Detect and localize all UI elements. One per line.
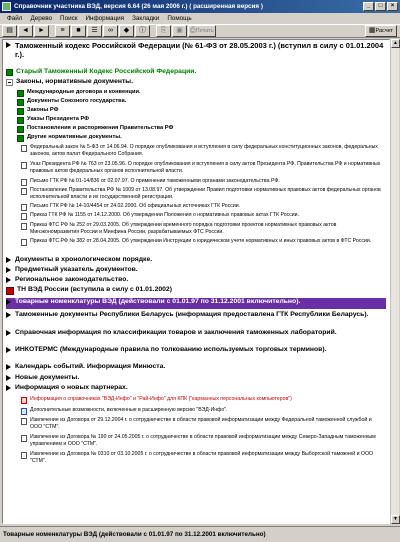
tree-item[interactable] <box>6 78 386 88</box>
tree-item-label: Указы Президента РФ <box>27 116 90 122</box>
tree-item-label: ИНКОТЕРМС (Международные правила по толкованию используемых торговых терминов). <box>15 346 327 353</box>
tree-item[interactable] <box>6 329 386 346</box>
tree-item-label: Письмо ГТК РФ № 01-14/836 от 02.07.97. О применении таможенными органами законодательства РФ. <box>30 178 280 184</box>
info-icon: ⓘ <box>139 27 146 34</box>
menu-search[interactable]: Поиск <box>60 15 78 22</box>
arrow-right-icon <box>6 299 11 305</box>
document-icon <box>21 204 27 211</box>
menu-file[interactable]: Файл <box>7 15 23 22</box>
close-button[interactable]: × <box>387 2 398 11</box>
tree-item[interactable] <box>6 311 386 329</box>
document-icon <box>21 435 27 442</box>
list-icon: ☰ <box>91 27 98 34</box>
tree-item-label: Дополнительные возможности, включенные в расширенную версию "ВЭД-Инфо". <box>30 407 228 413</box>
print-label: Печать <box>195 28 214 34</box>
tree-item[interactable] <box>21 161 385 177</box>
tree-item[interactable] <box>6 68 386 78</box>
arrow-right-icon <box>6 385 11 391</box>
menu-bookmarks[interactable]: Закладки <box>132 15 160 22</box>
tree-item-label: Другие нормативные документы. <box>27 134 122 140</box>
tree-item[interactable] <box>6 286 386 297</box>
tree-item-label: Таможенный кодекс Российской Федерации (№ 61-ФЗ от 28.05.2003 г.) (вступил в силу с 01.01.2004 г.). <box>15 41 384 60</box>
tree-item-label: Письмо ГТК РФ № 14-10/4454 от 24.02.2000. Об официальных источниках ГТК России. <box>30 203 241 209</box>
arrow-right-icon <box>6 257 11 263</box>
tree-item[interactable] <box>17 116 385 125</box>
tree-item[interactable] <box>21 178 385 187</box>
vertical-scrollbar[interactable] <box>390 39 399 524</box>
tree-item[interactable] <box>6 374 386 384</box>
arrow-right-icon <box>6 364 11 370</box>
book-button[interactable] <box>71 25 86 37</box>
book-icon <box>17 117 24 124</box>
tree-item-label: ТН ВЭД России (вступила в силу с 01.01.2002) <box>17 286 172 293</box>
arrow-right-icon <box>6 375 11 381</box>
tree-item[interactable] <box>17 98 385 107</box>
tree-item[interactable] <box>6 266 386 276</box>
arrow-right-icon <box>6 330 11 336</box>
menu-info[interactable]: Информация <box>85 15 125 22</box>
app-icon <box>2 2 11 11</box>
tree-item-label: Постановления и распоряжения Правительства РФ <box>27 125 174 131</box>
tree-item[interactable] <box>21 396 385 406</box>
tree-item-label: Приказ ФТС РФ № 382 от 28.04.2005. Об утверждении Инструкции о юридическом учете нормативных и иных правовых актов в ФТС России. <box>30 238 372 244</box>
book-icon <box>6 287 14 295</box>
document-icon <box>21 408 27 415</box>
status-bar <box>0 526 400 542</box>
calc-label: Расчет <box>375 28 393 34</box>
print-button[interactable] <box>188 25 216 37</box>
maximize-button[interactable]: □ <box>375 2 386 11</box>
info-button[interactable] <box>135 25 150 37</box>
tree-item-label: Предметный указатель документов. <box>15 266 138 273</box>
tree-item[interactable] <box>6 363 386 374</box>
collapse-icon <box>6 79 13 86</box>
tree-item-label: Постановление Правительства РФ № 1009 от 13.08.97. Об утверждении Правил подготовки нормативных правовых актов федеральных органов исполнительной власти и их государственной регистрации. <box>30 187 381 200</box>
tree-item[interactable] <box>6 41 386 67</box>
minimize-button[interactable]: _ <box>363 2 374 11</box>
tree-item-label: Законы, нормативные документы. <box>16 78 133 85</box>
toolbar <box>0 24 400 38</box>
tree-item-label: Таможенные документы Республики Беларусь (информация предоставлена ГТК Республики Беларусь). <box>15 311 369 318</box>
scroll-up-icon[interactable]: ▲ <box>391 39 400 48</box>
tree-item[interactable] <box>21 238 385 254</box>
open-folder-button[interactable] <box>2 25 17 37</box>
tree-item[interactable] <box>21 451 385 467</box>
tree-item[interactable] <box>21 203 385 212</box>
document-icon <box>21 418 27 425</box>
tree-item[interactable] <box>17 125 385 134</box>
forward-button[interactable] <box>34 25 49 37</box>
tree-item[interactable] <box>21 434 385 450</box>
book-icon <box>17 126 24 133</box>
bookmark-icon: ◆ <box>123 27 130 34</box>
calculator-icon: ▦ <box>368 27 376 34</box>
folder-icon: ▤ <box>6 27 13 34</box>
calculate-button[interactable] <box>365 25 397 37</box>
tree-item[interactable] <box>6 384 386 395</box>
menu-tree[interactable]: Дерево <box>30 15 53 22</box>
document-icon <box>21 145 27 152</box>
tree-item-label: Региональное законодательство. <box>15 276 129 283</box>
tree-item-label: Старый Таможенный Кодекс Российской Федерации. <box>16 68 197 75</box>
tree-item-label: Справочная информация по классификации товаров и заключения таможенных лабораторий. <box>15 329 337 336</box>
tree-item[interactable] <box>21 144 385 160</box>
tree-item[interactable] <box>17 134 385 143</box>
tree-item-label: Федеральный закон № 5-ФЗ от 14.06.94. О порядке опубликования и вступления в силу федеральных конституционных законов, федеральных законов, актов палат Федерального Собрания. <box>30 144 378 157</box>
tree-item-label: Новые документы. <box>15 374 80 381</box>
tree-item-label: Извлечение из Договора № 190 от 24.05.2005 г. о сотрудничестве в области правовой информатизации между Северо-Западным таможенным управлением и ООО "СТМ". <box>30 434 376 447</box>
tree-item-label: Указ Президента РФ № 763 от 23.05.96. О порядке опубликования и вступления в силу актов Президента РФ, Правительства РФ и нормативных правовых актов федеральных органов исполнительной власти. <box>30 161 381 174</box>
save-icon: ▣ <box>176 27 183 34</box>
tree-item-label: Информация о справочниках "ВЭД-Инфо" и "Рай-Инфо" для КПК ("карманных персональных компьютеров") <box>30 396 292 402</box>
document-icon <box>21 239 27 246</box>
tree-item-label: Документы Союзного государства. <box>27 98 127 104</box>
book-icon <box>17 99 24 106</box>
binoculars-icon: ∞ <box>108 27 113 34</box>
book-icon <box>17 108 24 115</box>
window-title: Справочник участника ВЭД, версия 6.64 (26 мая 2006 г.) ( расширенная версия ) <box>14 3 263 10</box>
arrow-right-icon <box>6 267 11 273</box>
arrow-right-icon <box>6 347 11 353</box>
book-icon: ■ <box>76 27 81 34</box>
tree-item[interactable] <box>21 187 385 203</box>
arrow-left-icon: ◄ <box>22 27 29 34</box>
tree-item-label: Законы РФ <box>27 107 59 113</box>
tree-item[interactable] <box>6 256 386 266</box>
tree-item[interactable] <box>17 89 385 98</box>
tree-item-label: Документы в хронологическом порядке. <box>15 256 153 263</box>
tree-item[interactable] <box>6 276 386 286</box>
tree-item-label: Извлечение из Договора от 29.12.2004 г. о сотрудничестве в области правовой информатизации между Федеральной таможенной службой и ООО "СТМ". <box>30 417 372 430</box>
book-icon <box>6 69 13 76</box>
status-text: Товарные номенклатуры ВЭД (действовали с 01.01.97 по 31.12.2001 включительно) <box>3 531 266 538</box>
document-icon <box>21 188 27 195</box>
menu-help[interactable]: Помощь <box>167 15 192 22</box>
document-icon <box>21 213 27 220</box>
tree-item[interactable] <box>6 346 386 363</box>
copy-icon: ⎘ <box>160 27 167 34</box>
list-button[interactable] <box>87 25 102 37</box>
document-icon <box>21 162 27 169</box>
back-button[interactable] <box>18 25 33 37</box>
search-button[interactable] <box>103 25 118 37</box>
tree-item[interactable] <box>21 212 385 221</box>
tree-item[interactable] <box>21 417 385 433</box>
document-tree[interactable] <box>2 39 390 524</box>
bookmark-button[interactable] <box>119 25 134 37</box>
arrow-right-icon <box>6 277 11 283</box>
document-icon <box>21 179 27 186</box>
collapse-button[interactable] <box>55 25 70 37</box>
book-icon <box>17 90 24 97</box>
copy-button[interactable] <box>156 25 171 37</box>
title-bar <box>0 0 400 13</box>
tree-item-label: Информация о новых партнерах. <box>15 384 128 391</box>
tree-item[interactable] <box>21 407 385 416</box>
tree-item-label: Товарные номенклатуры ВЭД (действовали с 01.01.97 по 31.12.2001 включительно). <box>15 298 301 305</box>
tree-item-label: Международные договора и конвенции. <box>27 89 141 95</box>
arrow-right-icon <box>6 312 11 318</box>
arrow-right-icon: ► <box>38 27 45 34</box>
printer-icon: ⎙ <box>190 27 196 34</box>
scroll-down-icon[interactable]: ▼ <box>391 515 400 524</box>
tree-item-label: Приказ ГТК РФ № 1155 от 14.12.2000. Об утверждении Положения о нормативных правовых актах ГТК России. <box>30 212 300 218</box>
tree-item-label: Календарь событий. Информация Минюста. <box>15 363 166 370</box>
save-button[interactable] <box>172 25 187 37</box>
menu-bar <box>0 13 400 24</box>
document-icon <box>21 223 27 230</box>
document-icon <box>21 452 27 459</box>
tree-item-label: Приказ ФТС РФ № 252 от 29.03.2005. Об утверждении временного порядка подготовки проектов нормативных правовых актов Минэкономразвития России и Минфина России, разрабатываемых ФТС России. <box>30 222 337 235</box>
tree-item-label: Извлечение из Договора № 0310 от 03.10.2005 г. о сотрудничестве в области правовой информатизации между Выборгской таможней и ООО "СТМ". <box>30 451 374 464</box>
arrow-right-icon <box>6 42 11 48</box>
tree-icon: ≡ <box>60 27 65 34</box>
tree-item[interactable] <box>6 298 386 309</box>
book-icon <box>17 135 24 142</box>
tree-item[interactable] <box>21 222 385 238</box>
tree-item[interactable] <box>17 107 385 116</box>
pda-icon <box>21 397 27 404</box>
